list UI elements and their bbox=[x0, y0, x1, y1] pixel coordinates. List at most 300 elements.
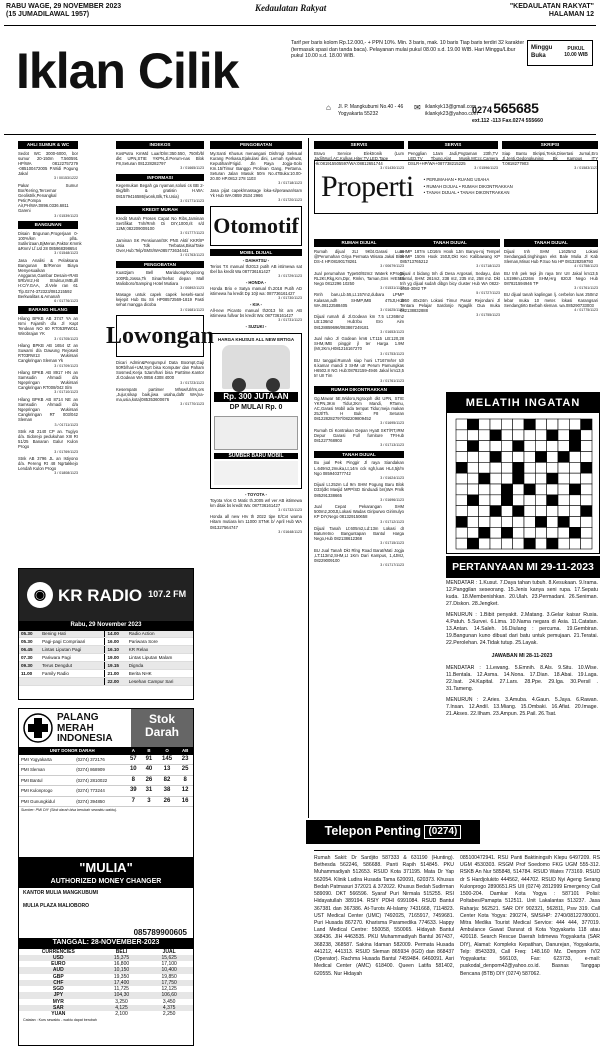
crossword-block bbox=[581, 419, 592, 430]
crossword-block bbox=[479, 527, 490, 538]
ad-code: 3 / 01681/1123 bbox=[180, 307, 204, 312]
program-time: 16.10 bbox=[105, 646, 127, 654]
ad-text: Jasa pijat capek/massage loka-si/perawan/sam Yk Hub WA 0859 2534 2966 bbox=[210, 187, 302, 199]
column-2 bbox=[105, 138, 215, 558]
ad-text: Stnk AB 2140 CP an. Tugiyo d/a. Sidorejo pedukuhan XIII RI 51/25 Banaran Galur Kulon Progo bbox=[18, 429, 78, 450]
clues-down: MENURUN : 1.Bibit penyakit. 2.Matang. 3.Gelar kaisar Rusia. 4.Patuh. 5.Survei. 6.Lima. 10.Nama negara di Asia. 11.Catatan. 13.Antan. 14.Saleh. 16.Diulang : percuma. 19.Gembiran. 19.Bangunan kuno dibuat dari batu untuk pemujaan. 21.Teratai. 22.Perolehan. 24.Tidak tutup. 25.Layak. bbox=[446, 612, 598, 647]
crossword-cell[interactable] bbox=[513, 538, 524, 549]
currency-code: SAR bbox=[53, 1004, 64, 1011]
crossword-cell[interactable] bbox=[501, 452, 512, 463]
program-name: Lesehan Campur Sari bbox=[127, 678, 193, 686]
buy-rate: 104,30 bbox=[113, 992, 130, 999]
crossword-cell[interactable] bbox=[547, 517, 558, 528]
crossword-cell[interactable] bbox=[501, 430, 512, 441]
buy-rate: 15,375 bbox=[113, 954, 130, 961]
crossword-block bbox=[547, 495, 558, 506]
crossword-cell[interactable] bbox=[501, 441, 512, 452]
ad-code: 3 / 01705/1123 bbox=[54, 336, 78, 341]
blood-count: 7 bbox=[125, 796, 141, 807]
ad-text: Jaminan SK Pensiunan/SK PNS Akti/ KKR/IP Usia Tdk Terbatas,Bisa/Take Over,Hub:Telp/SMS/WA085773​634441 bbox=[116, 237, 204, 254]
ad-item bbox=[18, 230, 82, 256]
crossword-cell[interactable] bbox=[456, 506, 467, 517]
crossword-cell[interactable] bbox=[581, 495, 592, 506]
crossword-cell[interactable] bbox=[547, 527, 558, 538]
crossword-cell[interactable] bbox=[456, 419, 467, 430]
ad-code: 3 / 01713/1123 bbox=[380, 443, 404, 448]
answers-across: MENDATAR : 1.Lewang. 5.Emnih. 8.Als. 9.Situ. 10.Wise. 11.Bentala. 12.Asma. 14.Nona. 17.Dian. 18.Abai. 19.Laga. 22.Isat. 24.Kapital. 27.Lars. 28.Ppe. 29.Iga. 30.Persil . 31.Tameng. bbox=[446, 665, 598, 693]
crossword-cell[interactable] bbox=[547, 452, 558, 463]
ad-text: Rumah dijual 2Lt 9Kbt.Garasi Luas @Perumahan Griya Permata Wisata Jakal Blok DS-4 HP.0819017​8261 bbox=[314, 248, 404, 264]
category-header: INFORMASI bbox=[116, 174, 204, 182]
buy-rate: 11,725 bbox=[114, 986, 129, 992]
ad-code: 3 / 01712/1123 bbox=[380, 519, 404, 524]
ad-code: 3 / 00153/1222 bbox=[54, 176, 78, 181]
crossword-cell[interactable] bbox=[581, 430, 592, 441]
program-name: KR Relax bbox=[127, 646, 193, 654]
crossword-cell[interactable] bbox=[467, 517, 478, 528]
crossword-block bbox=[513, 473, 524, 484]
radio-schedule bbox=[19, 631, 193, 686]
program-name: Bening Hati bbox=[40, 631, 105, 638]
program-name: Pariwara Sore bbox=[127, 638, 193, 646]
ad-item bbox=[116, 360, 204, 385]
crossword-cell[interactable] bbox=[479, 538, 490, 549]
crossword-cell[interactable] bbox=[456, 495, 467, 506]
answers-title: JAWABAN MI 28-11-2023 bbox=[491, 653, 553, 660]
crossword-cell[interactable] bbox=[558, 473, 569, 484]
crossword-cell[interactable] bbox=[513, 484, 524, 495]
crossword-cell[interactable] bbox=[467, 484, 478, 495]
crossword-cell[interactable] bbox=[479, 495, 490, 506]
ad-item bbox=[314, 526, 404, 546]
ad-item bbox=[18, 183, 78, 218]
ad-item bbox=[116, 216, 204, 236]
crossword-cell[interactable] bbox=[569, 419, 580, 430]
ad-code: 3 / 01624/1123 bbox=[380, 475, 404, 480]
program-name bbox=[40, 678, 105, 686]
crossword-cell[interactable] bbox=[467, 506, 478, 517]
pmi-unit: PMI Gunungkidul bbox=[19, 796, 74, 807]
program-name: Lintas Liputan Pagi bbox=[40, 646, 105, 654]
crossword-cell[interactable] bbox=[581, 473, 592, 484]
telp-col2: 085100472941. RSU Panti Baktiningsih Klepu 6497209. RS UGM 4530303. RSGM Prof Soedomo FKG UGM 555-312. RSKB An Nur 585848, 514784. RSUD Wates 773169. RSUD dr S Hardjolukito 444562, 444702. RSUD Nyi Ageng Serang Kulonprogo 2890651.RS UII (0274) 2812999 Emergency Call 1500-204. Damkar Kota Yogya : 587101 Polisi: Poltabes/Pamapta 512511. Unit Lakalantas 513237. Jasa Raharja: 562521. SAR DIY 902321, 562811, Psw 319. Call Center Kota Yogya: 290274, SMS/HP: 2740/08122780001. Mitra Medika Tourist Medical Service: 444 444, 377019. Ambulance Gawat Darurat di Kota Yogyakarta 118 atau 420118. Search Rescue Daerah Istimewa Yogyakarta (SAR DIY), Alamat: Kompleks Kepatihan, Danurejan, Yogyakarta, Telp: 8543339, Call Freq: 148.160 Mz. Denpom IV/2 Yogyakarta: 566103, Fax: 623733, e-mail: puskodal_denpom42@yahoo.co.id. Basnas Tanggap Bencana (BTB) DIY (0274) 587062. bbox=[460, 855, 600, 977]
ad-item bbox=[314, 249, 404, 269]
category-header: INDEKOS bbox=[116, 141, 204, 149]
crossword-cell[interactable] bbox=[558, 527, 569, 538]
ad-item bbox=[18, 343, 78, 368]
crossword-cell[interactable] bbox=[490, 441, 501, 452]
crossword-cell[interactable] bbox=[456, 527, 467, 538]
ad-text: Terios TX manual th2013 putih AB istimewa sat Ibel ba kredit Wa 087736161427 bbox=[210, 263, 302, 274]
crossword-cell[interactable] bbox=[513, 419, 524, 430]
ad-item bbox=[314, 482, 404, 502]
category-header: TANAH DIJUAL bbox=[314, 451, 404, 459]
crossword-cell[interactable] bbox=[524, 441, 535, 452]
paper-title: "KEDAULATAN RAKYAT" bbox=[509, 3, 594, 10]
pmi-phone: (0274) 394850 bbox=[74, 796, 125, 807]
crossword-cell[interactable] bbox=[524, 462, 535, 473]
sell-rate: 3,450 bbox=[162, 998, 176, 1005]
crossword-cell[interactable] bbox=[490, 495, 501, 506]
ad-text: Kredit Murah Proses Capat No Ribs,Jaminan Sertifikat Tnh/Rmh Di DIY,1000,rit s/d 12Mr,0822090091​00 bbox=[116, 215, 204, 232]
pmi-phone: (0274) 868909 bbox=[74, 765, 125, 776]
crossword-block bbox=[513, 462, 524, 473]
ad-item bbox=[314, 336, 404, 356]
crossword-cell[interactable] bbox=[547, 462, 558, 473]
crossword-cell[interactable] bbox=[501, 506, 512, 517]
ad-code: 3 / 01531/1123 bbox=[380, 285, 404, 290]
email-1[interactable]: iklankyk13@gmail.com bbox=[425, 104, 477, 110]
category-header: AHLI SUMUR & WC bbox=[18, 141, 78, 149]
kr-radio-header bbox=[19, 569, 193, 621]
blood-count: 145 bbox=[157, 755, 178, 765]
crossword-cell[interactable] bbox=[479, 506, 490, 517]
ad-item bbox=[18, 258, 78, 303]
ad-item bbox=[400, 249, 500, 269]
crossword-block bbox=[547, 538, 558, 549]
program-time: 22.00 bbox=[105, 678, 127, 686]
program-time: 09.30 bbox=[19, 662, 40, 670]
crossword-cell[interactable] bbox=[479, 419, 490, 430]
ad-code: 3 / 01596/1123 bbox=[474, 166, 498, 171]
currency-code: MYR bbox=[52, 998, 64, 1005]
crossword-cell[interactable] bbox=[513, 527, 524, 538]
radio-row bbox=[19, 631, 193, 638]
crossword-cell[interactable] bbox=[535, 473, 546, 484]
email-2[interactable]: iklankyk23@yahoo.com bbox=[425, 110, 478, 117]
crossword-cell[interactable] bbox=[558, 538, 569, 549]
blood-count: 40 bbox=[141, 765, 157, 776]
blood-count: 38 bbox=[157, 786, 178, 797]
crossword-cell[interactable] bbox=[501, 538, 512, 549]
email-block bbox=[425, 104, 478, 117]
crossword-cell[interactable] bbox=[524, 495, 535, 506]
ad-code: 3 / 01723/1123 bbox=[180, 380, 204, 385]
crossword-cell[interactable] bbox=[558, 484, 569, 495]
crossword-cell[interactable] bbox=[479, 441, 490, 452]
dealer-info bbox=[214, 461, 298, 485]
crossword-cell[interactable] bbox=[467, 430, 478, 441]
blood-count: 31 bbox=[141, 786, 157, 797]
promo-line1: HARGA KHUSUS ALL NEW ERTIGA bbox=[217, 336, 295, 342]
hours-box bbox=[558, 46, 594, 59]
crossword-cell[interactable] bbox=[501, 462, 512, 473]
sell-rate: 10,400 bbox=[161, 967, 177, 974]
date-text: RABU WAGE, 29 NOVEMBER 2023 bbox=[6, 3, 122, 10]
ad-code: 3 / 01808/1123 bbox=[54, 471, 78, 476]
rate-col-header: CURRENCIES bbox=[41, 948, 75, 955]
ad-code: 3 / 00679/1123 bbox=[380, 264, 404, 269]
ad-text: Dijual 4 bidang tnh di Desa Argosari, Sedayu, dan Bantul, SHM: 261m2, 238 m2, 235 m2, 258 m2. Dkt tnh yg dijual sudah dibgn bicy cluster Hub WA 0822-1058-3082 TP bbox=[400, 270, 500, 291]
ad-item bbox=[116, 270, 204, 290]
crossword-cell[interactable] bbox=[569, 538, 580, 549]
ad-code: 3 / 01709/1123 bbox=[54, 363, 78, 368]
rate-col-header: BELI bbox=[115, 948, 128, 955]
ad-code: 3 / 01769/1123 bbox=[54, 449, 78, 454]
crossword-cell[interactable] bbox=[558, 441, 569, 452]
program-time bbox=[19, 678, 40, 686]
ad-text: Toyota Vios G Matic th.2005 wrl ver AB istimewa km ditak bs kredit Wa: 087736161427 bbox=[210, 497, 302, 508]
brand-subheader: - SUZUKI - bbox=[245, 324, 267, 330]
category-header: KREDIT MURAH bbox=[116, 206, 204, 214]
crossword-cell[interactable] bbox=[581, 484, 592, 495]
pmi-col-header: A bbox=[125, 747, 141, 755]
suzuki-promo bbox=[210, 333, 302, 490]
crossword-block bbox=[501, 495, 512, 506]
ad-text: Dicari Admin&Pengumpul Data Boompt,Gaji 50Rb/hari+UM,Syrt bisa Komputer dan Paham Sosmed,Kerja 5Jam/hari bisa Parttime.Kantor Jl.Godean WA 0856 4308 4000 bbox=[116, 360, 204, 381]
crossword-cell[interactable] bbox=[535, 462, 546, 473]
header-right bbox=[510, 3, 594, 20]
crossword-block bbox=[581, 462, 592, 473]
crossword-cell[interactable] bbox=[490, 462, 501, 473]
crossword-block bbox=[467, 495, 478, 506]
crossword-cell[interactable] bbox=[547, 506, 558, 517]
ad-text: Jasa Analisi & Pelaksana Bangunan Br/Renov Biaya Menyesuaikan Anggaran,Gambar Desain+RAB 5Rb/m2,Hit Struktur,IMB,dll H:C/Y.GAA, Jl.Vele ran 61 Tlp.0274-372323/081215592 Berkwalitas & Amanah bbox=[18, 257, 78, 299]
crossword-cell[interactable] bbox=[558, 495, 569, 506]
blood-count: 82 bbox=[157, 775, 178, 786]
telepon-penting-header bbox=[306, 820, 480, 844]
ad-item bbox=[116, 387, 204, 407]
column-4 bbox=[314, 236, 404, 808]
crossword-block bbox=[535, 452, 546, 463]
ad-code: 3 / 01430/1123 bbox=[380, 166, 404, 171]
pmi-row bbox=[19, 786, 193, 797]
crossword-cell[interactable] bbox=[547, 419, 558, 430]
crossword-cell[interactable] bbox=[535, 484, 546, 495]
radio-name: KR RADIO bbox=[58, 585, 143, 605]
program-time: 05.30 bbox=[19, 631, 40, 638]
ad-code: 3 / 01731/1123 bbox=[278, 317, 302, 322]
ad-text: Dijual Tanah Lt:605m2,Ld:13m Lokasi dI Baturretno Banguntapan Bantul Harga Nego,Hub 082138612368 bbox=[314, 526, 404, 542]
crossword-cell[interactable] bbox=[535, 430, 546, 441]
crossword-cell[interactable] bbox=[479, 517, 490, 528]
blood-count: 91 bbox=[141, 755, 157, 765]
program-name: Family Radio bbox=[40, 670, 105, 678]
currency-code: USD bbox=[53, 954, 64, 961]
ad-text: BU dijual tanah kaplingan /j. cerbelon luas 250m2 lebar muka 10 meter. lokasi Karangsari Sendangtirto Berbah sleman. wa.085290733003 bbox=[504, 292, 598, 308]
crossword-cell[interactable] bbox=[479, 452, 490, 463]
radio-row bbox=[19, 670, 193, 678]
brand-subheader: - KIA - bbox=[249, 302, 263, 308]
radio-row bbox=[19, 662, 193, 670]
crossword-cell[interactable] bbox=[467, 473, 478, 484]
buy-rate: 4,125 bbox=[115, 1004, 128, 1011]
blood-count: 25 bbox=[177, 765, 193, 776]
crossword-block bbox=[490, 506, 501, 517]
servis-2 bbox=[408, 138, 498, 171]
category-header: BANGUNAN bbox=[18, 221, 78, 229]
promo-price: Rp. 300 JUTA-AN bbox=[214, 392, 298, 402]
crossword-cell[interactable] bbox=[569, 517, 580, 528]
program-time: 19.15 bbox=[105, 662, 127, 670]
ad-code: 5 / 01727/1123 bbox=[476, 291, 500, 296]
crossword-block bbox=[524, 419, 535, 430]
crossword-cell[interactable] bbox=[558, 506, 569, 517]
crossword-cell[interactable] bbox=[501, 419, 512, 430]
car-image bbox=[222, 345, 290, 389]
program-time: 19.00 bbox=[105, 654, 127, 662]
ad-item bbox=[314, 548, 404, 568]
crossword-cell[interactable] bbox=[479, 462, 490, 473]
crossword-cell[interactable] bbox=[456, 484, 467, 495]
crossword-cell[interactable] bbox=[490, 538, 501, 549]
ad-text: Dijual tnh SHM L1625m2 Lokasi Sendangadi,tinghingan eks Bale Mulia Jl Kab Sleman,Minat Hub P.Suo No HP 081328259793 bbox=[504, 248, 598, 264]
crossword-cell[interactable] bbox=[490, 527, 501, 538]
ad-text: Siap Bantu Skripsi,Tesis,Disertasi Jurnal,Ero Jl.Jenti,Gedongkuning Bk Kampus ITY T.0818277903 bbox=[502, 150, 598, 166]
crossword-cell[interactable] bbox=[558, 462, 569, 473]
crossword-cell[interactable] bbox=[501, 517, 512, 528]
crossword-cell[interactable] bbox=[524, 527, 535, 538]
crossword-cell[interactable] bbox=[467, 452, 478, 463]
crossword-block bbox=[558, 517, 569, 528]
crossword-cell[interactable] bbox=[456, 473, 467, 484]
ad-code: 3 / 01539/1123 bbox=[54, 213, 78, 218]
crossword-cell[interactable] bbox=[535, 527, 546, 538]
ad-code: 3 / 01753/1123 bbox=[380, 351, 404, 356]
ad-item bbox=[400, 298, 500, 318]
ad-item bbox=[18, 429, 78, 454]
ad-text: Rmh baru,Lb.55,Lt.157m2,dubara LPMP Kalasan,adh SHMP,IMB 475Jt,Hub WA.08122588405 bbox=[314, 292, 404, 308]
crossword-cell[interactable] bbox=[547, 441, 558, 452]
ad-code: 3 / 01715/1123 bbox=[380, 541, 404, 546]
crossword-cell[interactable] bbox=[558, 430, 569, 441]
crossword-cell[interactable] bbox=[581, 538, 592, 549]
crossword-cell[interactable] bbox=[467, 462, 478, 473]
crossword-cell[interactable] bbox=[581, 517, 592, 528]
ad-text: Masage untuk capek capek kesehi-sara/ kejepit Hub Bu Sri HP08572569-1819 Pasti sehat mangga dicoba bbox=[116, 292, 204, 308]
ad-code: 6 / 01776/1123 bbox=[54, 298, 78, 303]
currency-code: GBP bbox=[52, 973, 64, 980]
crossword-cell[interactable] bbox=[569, 495, 580, 506]
ad-item bbox=[210, 151, 302, 186]
servis-1 bbox=[314, 138, 404, 171]
crossword-cell[interactable] bbox=[456, 538, 467, 549]
ad-text: Dijual rumah di Jl.Godean km 7.5 Lt:268m2 LB:136m2 Hub:Ibu Ero Aim 08128859696/08386724​9181 bbox=[314, 314, 404, 330]
radio-row bbox=[19, 646, 193, 654]
skripsi bbox=[502, 138, 598, 171]
pmi-box bbox=[18, 708, 194, 858]
crossword-cell[interactable] bbox=[490, 419, 501, 430]
crossword-cell[interactable] bbox=[524, 506, 535, 517]
crossword-cell[interactable] bbox=[547, 484, 558, 495]
sell-rate: 12,125 bbox=[161, 986, 177, 992]
ad-code: 3 / 01653/1123 bbox=[380, 329, 404, 334]
crossword-cell[interactable] bbox=[501, 473, 512, 484]
crossword-cell[interactable] bbox=[581, 441, 592, 452]
crossword-cell[interactable] bbox=[456, 452, 467, 463]
crossword-cell[interactable] bbox=[456, 441, 467, 452]
location-icon: ⌂ bbox=[326, 103, 331, 112]
ad-code: 3 / 01763/1123 bbox=[180, 253, 204, 258]
crossword-cell[interactable] bbox=[569, 506, 580, 517]
ad-text: Pakar Sumur Bor/Kering,Tercemar Geolistrik,Penangkal Petir,Pompa Air,PH/WA:0896.0336.6811 Gareni bbox=[18, 182, 78, 214]
crossword-cell[interactable] bbox=[558, 419, 569, 430]
crossword-cell[interactable] bbox=[479, 484, 490, 495]
crossword-cell[interactable] bbox=[524, 517, 535, 528]
ad-code: 3 / 01720/1123 bbox=[278, 198, 302, 203]
crossword-cell[interactable] bbox=[569, 452, 580, 463]
crossword-cell[interactable] bbox=[467, 527, 478, 538]
header-rule bbox=[4, 25, 596, 26]
crossword-cell[interactable] bbox=[581, 527, 592, 538]
crossword-cell[interactable] bbox=[535, 419, 546, 430]
address-line2: Yogyakarta 55232 bbox=[338, 110, 379, 117]
radio-freq: 107.2 FM bbox=[148, 589, 187, 600]
crossword-cell[interactable] bbox=[524, 473, 535, 484]
blood-count: 16 bbox=[177, 796, 193, 807]
category-header: RUMAH DIKONTRAKKAN bbox=[314, 386, 404, 394]
ad-code: 4 / 01775/1123 bbox=[574, 307, 598, 312]
crossword-cell[interactable] bbox=[535, 506, 546, 517]
currency-code: CHF bbox=[53, 979, 64, 986]
crossword-cell[interactable] bbox=[490, 473, 501, 484]
ad-item bbox=[210, 188, 302, 203]
telp-rule bbox=[314, 850, 600, 851]
crossword-cell[interactable] bbox=[479, 430, 490, 441]
category-header: SERVIS bbox=[314, 141, 404, 149]
buy-rate: 17,400 bbox=[113, 979, 130, 986]
section-title: Iklan Cilik bbox=[16, 43, 239, 99]
crossword-cell[interactable] bbox=[513, 430, 524, 441]
program-name: Pagi-pagi Compriaari bbox=[40, 638, 105, 646]
exchange-rates-table bbox=[19, 949, 193, 1018]
ad-item bbox=[116, 292, 204, 312]
properti-title: Properti bbox=[321, 170, 414, 204]
crossword-cell[interactable] bbox=[569, 473, 580, 484]
hero-rule bbox=[4, 134, 596, 135]
mulia-info: KANTOR MULIA MANGKUBUMI MULIA PLAZA MALIOBORO bbox=[23, 889, 98, 909]
otomotif-banner: Otomotif bbox=[210, 206, 302, 246]
crossword-cell[interactable] bbox=[535, 441, 546, 452]
crossword-cell[interactable] bbox=[513, 452, 524, 463]
crossword-block bbox=[456, 462, 467, 473]
crossword-cell[interactable] bbox=[535, 495, 546, 506]
ad-code: 3 / 01770/1123 bbox=[180, 402, 204, 407]
crossword-cell[interactable] bbox=[513, 517, 524, 528]
crossword-cell[interactable] bbox=[535, 538, 546, 549]
crossword-cell[interactable] bbox=[581, 452, 592, 463]
hijri-date: (15 JUMADILAWAL 1957) bbox=[6, 11, 90, 19]
rate-note: Catatan : Kurs sewaktu - waktu dapat berubah bbox=[23, 1018, 97, 1023]
blood-count: 13 bbox=[157, 765, 178, 776]
telp-title: Telepon Penting bbox=[324, 824, 421, 839]
ad-text: Disain Bngunan,Progerjaan 0-100%/km pl/&. Sutikrizaan,BjMeran,Paktor.Kmmk &Rnm/ Lf.Ud 28 085968398654 bbox=[18, 230, 82, 252]
category-header: TANAH DIJUAL bbox=[504, 239, 598, 247]
mulia-phone[interactable]: 085789900605 bbox=[133, 927, 187, 937]
blood-count: 39 bbox=[125, 786, 141, 797]
crossword bbox=[446, 392, 600, 554]
ad-text: Bravo Service Elektronik (Lum Jadi)Mucl,AC,Kulkas,Hiter,TV,LED,Tape Hk:081915505597/WA:08812651744 bbox=[314, 150, 404, 166]
category-header: PENGOBATAN bbox=[210, 141, 302, 149]
rate-date: TANGGAL: 28-NOVEMBER-2023 bbox=[19, 938, 193, 949]
crossword-cell[interactable] bbox=[490, 517, 501, 528]
blood-count: 8 bbox=[177, 775, 193, 786]
ad-text: Sedot WC 3000-6000, bor sumur 20-150m T.560591 HP/WA 0812275727​9 -085100472005 P.Widi Pogung Jakal bbox=[18, 150, 78, 177]
crossword-cell[interactable] bbox=[524, 452, 535, 463]
ad-code: 3 / 01711/1123 bbox=[54, 422, 78, 427]
crossword-cell[interactable] bbox=[456, 430, 467, 441]
category-header: MOBIL DIJUAL bbox=[210, 249, 302, 257]
pmi-unit: PMI Bantul bbox=[19, 775, 74, 786]
crossword-cell[interactable] bbox=[524, 430, 535, 441]
crossword-cell[interactable] bbox=[569, 462, 580, 473]
crossword-cell[interactable] bbox=[513, 495, 524, 506]
ad-text: Kuat2jam Bell Mariduong/Kopicong 100Rb,Jossa,Tk Sinar/Sehat depan Mall Malioboro/Samping Hotel Mutiara bbox=[116, 270, 204, 286]
buka-label: Buka bbox=[531, 53, 546, 59]
crossword-cell[interactable] bbox=[490, 484, 501, 495]
ad-item bbox=[116, 151, 204, 171]
crossword-block bbox=[467, 538, 478, 549]
